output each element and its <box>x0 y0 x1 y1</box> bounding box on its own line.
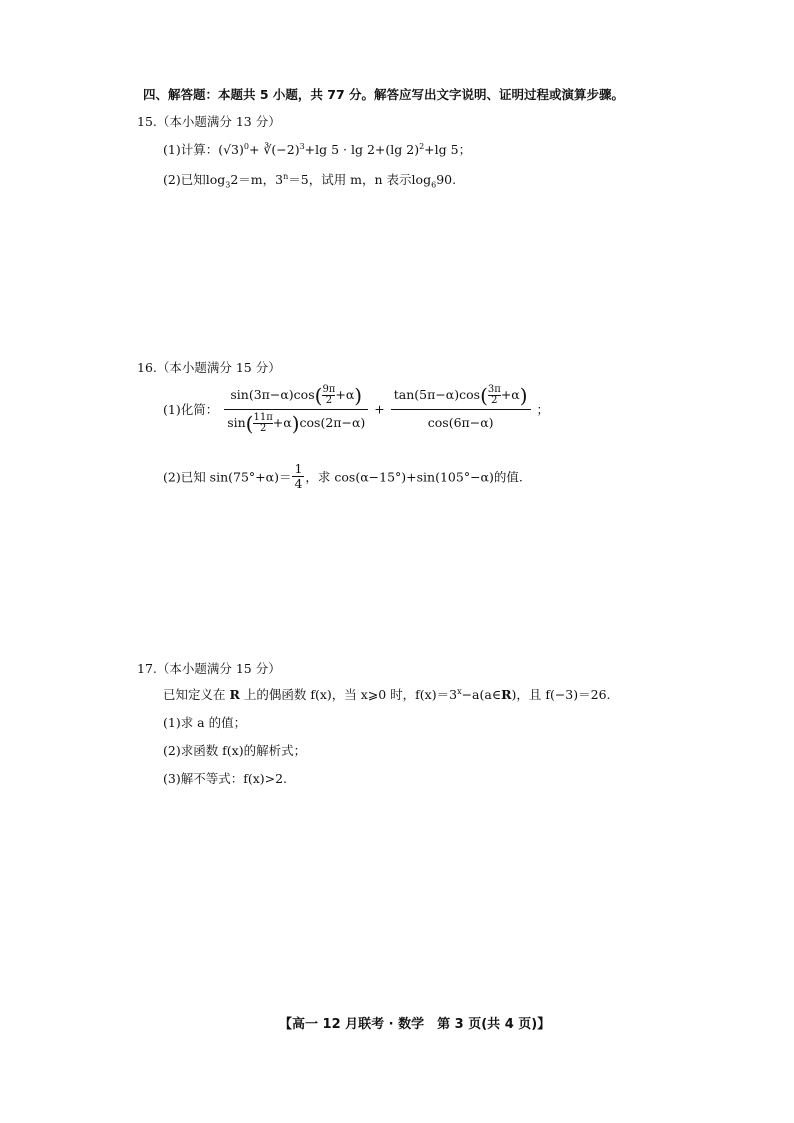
q15-part2-d: 90. <box>436 172 457 187</box>
q17-stem-a: 已知定义在 <box>163 687 230 702</box>
q15-part2-b: 2＝m，3 <box>230 172 284 187</box>
q15-part2-c: ＝5，试用 m，n 表示log <box>288 172 432 187</box>
q15-part1-prefix: (1)计算： <box>163 142 219 157</box>
q16-f1-den-frac-n: 11π <box>253 411 273 423</box>
q16-fraction-1-numerator: sin(3π−α)cos( $\frac{9\pi}{2}$ +α) <box>224 384 368 410</box>
q15-part1-exp-c: 2 <box>419 141 425 151</box>
q15-part1 <box>163 141 471 159</box>
q16-part2-frac-n: 1 <box>294 461 303 476</box>
q17-stem-sup: x <box>457 686 462 696</box>
q15-part2-sub-a: 3 <box>225 180 231 190</box>
q17-part1: (1)求 a 的值； <box>163 715 247 730</box>
q16-fraction-1 <box>224 384 368 434</box>
q17-stem-b: 上的偶函数 f(x)，当 x⩾0 时，f(x)＝3 <box>239 687 458 702</box>
q16-f1-den-c: cos(2π−α) <box>299 414 366 430</box>
q15-part1-term-c: +lg 5 · lg 2+(lg 2) <box>304 142 420 157</box>
q16-part1-prefix: (1)化简： <box>163 402 219 417</box>
q16-part2-a: (2)已知 sin(75°+α)＝ <box>163 469 292 485</box>
q16-f1-den-frac-d: 2 <box>259 422 267 434</box>
q16-part1 <box>163 384 549 434</box>
q16-f1-num-a: sin(3π−α)cos <box>230 387 315 402</box>
q16-fraction-2-denominator: cos(6π−α) <box>427 414 494 430</box>
page-footer: 【高一 12 月联考 · 数学 第 3 页(共 4 页)】 <box>279 1017 551 1032</box>
q17-title: 17.（本小题满分 15 分） <box>137 661 281 676</box>
q17-stem <box>163 686 611 704</box>
q15-part1-term-d: +lg 5； <box>424 142 472 157</box>
q15-part1-exp-b: 3 <box>299 141 305 151</box>
q16-part2 <box>163 462 523 491</box>
q16-part2-b: ，求 cos(α−15°)+sin(105°−α)的值. <box>305 469 523 485</box>
q15-part2-sup-b: n <box>283 171 289 181</box>
q17-part2: (2)求函数 f(x)的解析式； <box>163 743 307 758</box>
q17-stem-R: R <box>229 687 240 702</box>
q17-stem-d: )，且 f(−3)＝26. <box>511 687 611 702</box>
q16-part2-fraction <box>292 462 304 491</box>
q16-fraction-2 <box>391 384 531 434</box>
q16-plus: + <box>374 401 385 417</box>
q16-part2-frac-d: 4 <box>294 476 303 491</box>
q15-part1-term-a: (√3) <box>218 142 244 157</box>
q16-f1-num-frac-d: 2 <box>325 395 333 406</box>
q15-part1-exp-a: 0 <box>243 141 249 151</box>
q16-f2-num-b: +α <box>500 387 520 403</box>
q16-f1-den-frac <box>253 413 272 434</box>
q16-fraction-2-numerator: tan(5π−α)cos( $\frac{3\pi}{2}$ +α) <box>391 384 531 410</box>
q16-f1-den-a: sin <box>227 414 246 430</box>
q16-f1-num-b: +α <box>335 387 355 402</box>
q16-f1-den-b: +α <box>272 414 292 430</box>
q16-f1-num-frac <box>322 385 335 406</box>
section-heading: 四、解答题：本题共 5 小题，共 77 分。解答应写出文字说明、证明过程或演算步骤。 <box>143 87 625 102</box>
q17-part3: (3)解不等式：f(x)>2. <box>163 771 288 786</box>
q16-f2-num-frac-n: 3π <box>487 384 501 396</box>
q15-part2-sub-c: 6 <box>431 180 437 190</box>
q15-part2-a: (2)已知log <box>163 172 226 187</box>
q16-f2-num-a: tan(5π−α)cos <box>393 387 481 403</box>
q17-stem-R2: R <box>501 687 512 702</box>
q16-f2-num-frac-d: 2 <box>491 395 498 407</box>
q15-part2 <box>163 171 456 189</box>
q16-title: 16.（本小题满分 15 分） <box>137 360 281 375</box>
q16-f2-num-frac <box>488 385 501 406</box>
q15-title: 15.（本小题满分 13 分） <box>137 114 281 129</box>
q16-fraction-1-denominator: sin( $\frac{11\pi}{2}$ +α)cos(2π−α) <box>227 411 366 435</box>
q16-f1-num-frac-n: 9π <box>322 384 336 395</box>
q17-stem-c: −a(a∈ <box>461 687 502 702</box>
q16-part1-end: ； <box>536 402 550 417</box>
q15-part1-term-b: + ∛(−2) <box>248 142 300 157</box>
